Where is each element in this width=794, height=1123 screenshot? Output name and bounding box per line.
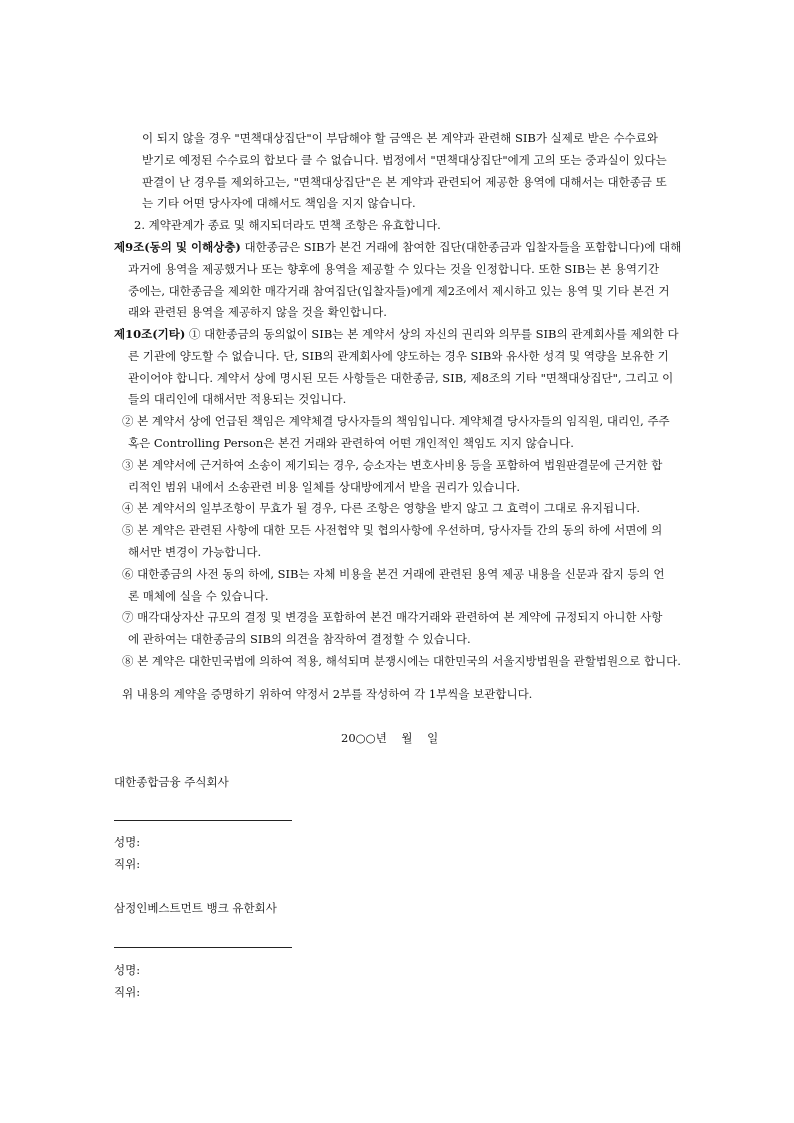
text-line: 에 관하여는 대한종금의 SIB의 의견을 참작하여 결정할 수 있습니다.: [128, 632, 471, 647]
article-9-heading: 제9조(동의 및 이해상충): [114, 240, 241, 254]
text-line: 리적인 범위 내에서 소송관련 비용 일체를 상대방에게서 받을 권리가 있습니다.: [128, 479, 521, 494]
text-line: 혹은 Controlling Person은 본건 거래와 관련하여 어떤 개인적인 책임도 지지 않습니다.: [128, 435, 574, 450]
article-10: [114, 324, 689, 673]
text-line: ⑤ 본 계약은 관련된 사항에 대한 모든 사전협약 및 협의사항에 우선하며, 당사자들 간의 동의 하에 서면에 의: [122, 523, 663, 538]
text-line: 른 기관에 양도할 수 없습니다. 단, SIB의 관계회사에 양도하는 경우 SIB와 유사한 성격 및 역량을 보유한 기: [128, 348, 669, 363]
text-line: 는 기타 어떤 당사자에 대해서도 책임을 지지 않습니다.: [142, 196, 416, 211]
party2-name-label: 성명:: [114, 963, 141, 977]
text-line: 과거에 용역을 제공했거나 또는 향후에 용역을 제공할 수 있다는 것을 인정합니다. 또한 SIB는 본 용역기간: [128, 261, 660, 276]
party1-name: 대한종합금융 주식회사: [114, 775, 229, 789]
party2-signature-line: [114, 947, 292, 948]
text-line: ⑥ 대한종금의 사전 동의 하에, SIB는 자체 비용을 본건 거래에 관련된 용역 제공 내용을 신문과 잡지 등의 언: [122, 566, 665, 581]
party2-name: 삼정인베스트먼트 뱅크 유한회사: [114, 901, 277, 915]
article-8-item-2: 2. 계약관계가 종료 및 해지되더라도 면책 조항은 유효합니다.: [134, 218, 441, 233]
text-line: 들의 대리인에 대해서만 적용되는 것입니다.: [128, 392, 347, 407]
text-line: 이 되지 않을 경우 "면책대상집단"이 부담해야 할 금액은 본 계약과 관련해 SIB가 실제로 받은 수수료와: [142, 131, 658, 145]
text-line: 해서만 변경이 가능합니다.: [128, 544, 262, 559]
text-line: 론 매체에 실을 수 있습니다.: [128, 588, 269, 603]
text-line: 대한종금은 SIB가 본건 거래에 참여한 집단(대한종금과 입찰자들을 포함합니다)에 대해: [240, 240, 682, 254]
article-9: [114, 237, 689, 324]
party1-title-label: 직위:: [114, 857, 141, 871]
text-line: ① 대한종금의 동의없이 SIB는 본 계약서 상의 자신의 권리와 의무를 SIB의 관계회사를 제외한 다: [185, 327, 679, 341]
party1-name-label: 성명:: [114, 835, 141, 849]
party2-title-label: 직위:: [114, 985, 141, 999]
text-line: 중에는, 대한종금을 제외한 매각거래 참여집단(입찰자들)에게 제2조에서 제시하고 있는 용역 및 기타 본건 거: [128, 283, 670, 298]
text-line: 받기로 예정된 수수료의 합보다 클 수 없습니다. 법정에서 "면책대상집단"에게 고의 또는 중과실이 있다는: [142, 152, 667, 167]
text-line: ⑧ 본 계약은 대한민국법에 의하여 적용, 해석되며 분쟁시에는 대한민국의 서울지방법원을 관할법원으로 합니다.: [122, 653, 681, 668]
text-line: 래와 관련된 용역을 제공하지 않을 것을 확인합니다.: [128, 305, 387, 320]
contract-date: 20○○년 월 일: [341, 731, 439, 745]
text-line: ⑦ 매각대상자산 규모의 결정 및 변경을 포함하여 본건 매각거래와 관련하여 본 계약에 규정되지 아니한 사항: [122, 610, 663, 625]
party1-signature-line: [114, 820, 292, 821]
text-line: ③ 본 계약서에 근거하여 소송이 제기되는 경우, 승소자는 변호사비용 등을 포함하여 법원판결문에 근거한 합: [122, 457, 663, 472]
text-line: ④ 본 계약서의 일부조항이 무효가 될 경우, 다른 조항은 영향을 받지 않고 그 효력이 그대로 유지됩니다.: [122, 501, 640, 516]
text-line: ② 본 계약서 상에 언급된 책임은 계약체결 당사자들의 책임입니다. 계약체결 당사자들의 임직원, 대리인, 주주: [122, 414, 670, 429]
article-10-heading: 제10조(기타): [114, 327, 186, 341]
text-line: 관이어야 합니다. 계약서 상에 명시된 모든 사항들은 대한종금, SIB, 제8조의 기타 "면책대상집단", 그리고 이: [128, 370, 674, 385]
text-line: 판결이 난 경우를 제외하고는, "면책대상집단"은 본 계약과 관련되어 제공한 용역에 대해서는 대한종금 또: [142, 174, 667, 189]
article-8-continuation: [114, 128, 689, 237]
closing-statement: 위 내용의 계약을 증명하기 위하여 약정서 2부를 작성하여 각 1부씩을 보관합니다.: [122, 687, 533, 701]
